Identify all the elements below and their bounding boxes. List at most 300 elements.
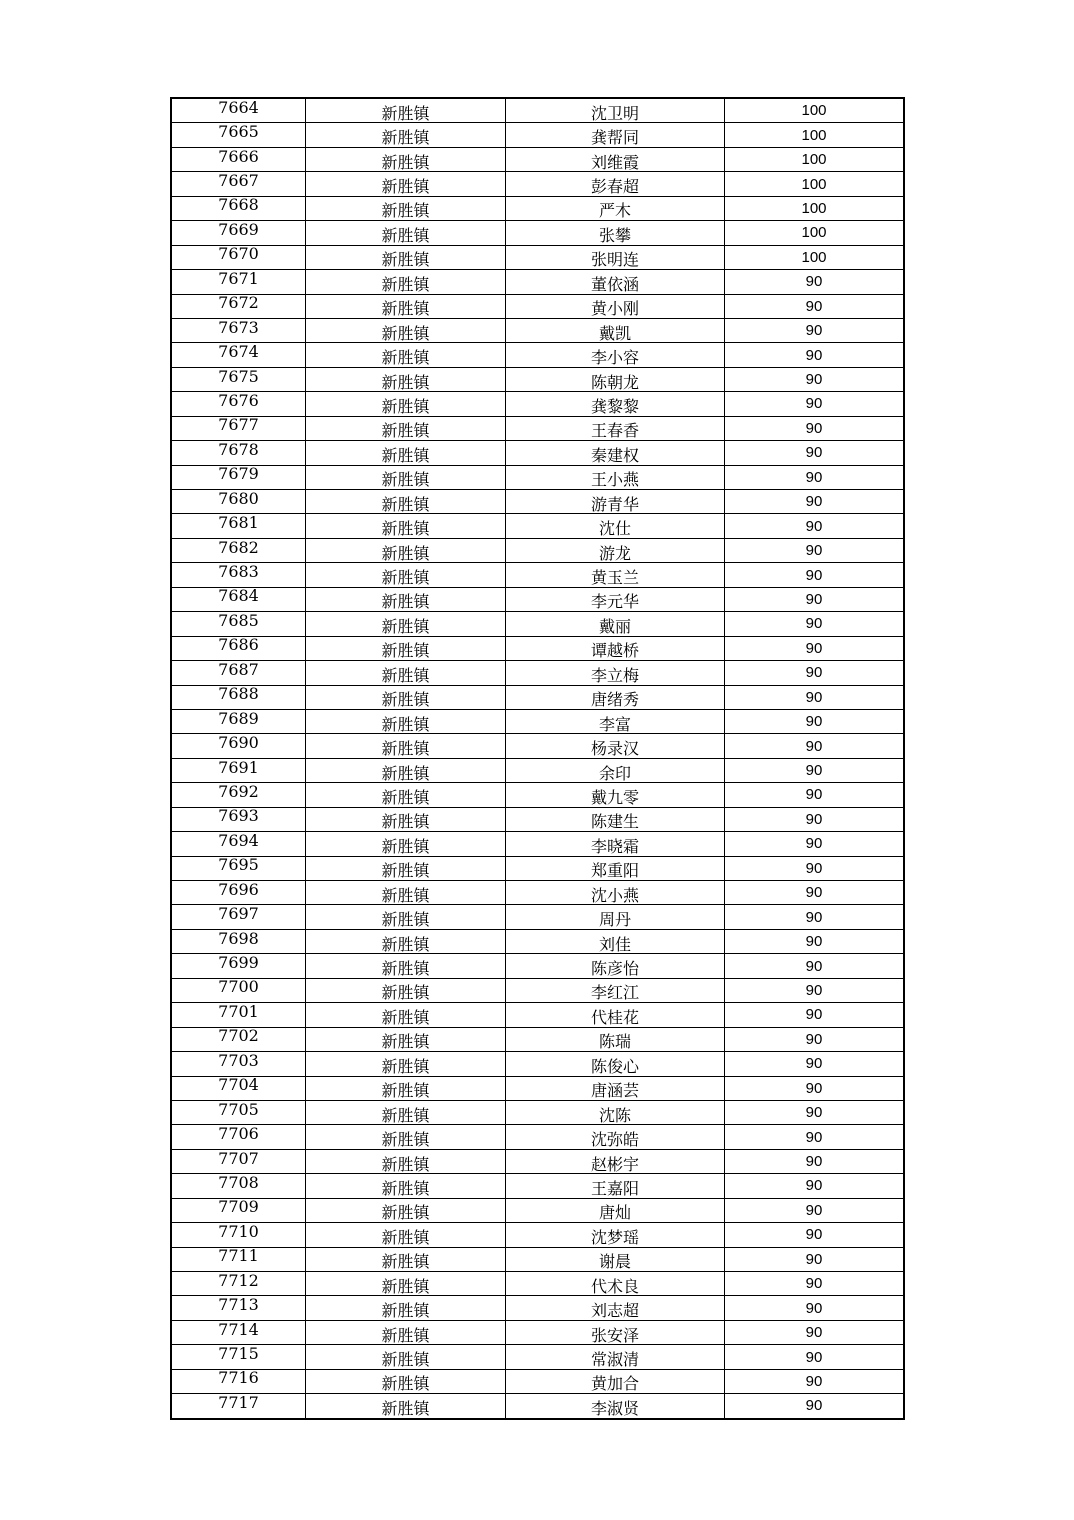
score-cell bbox=[725, 441, 905, 465]
row-number-cell bbox=[171, 832, 306, 856]
town-text: 新胜镇 bbox=[381, 543, 430, 563]
name-cell bbox=[506, 416, 725, 440]
town-cell bbox=[306, 783, 506, 807]
name-cell bbox=[506, 1174, 725, 1198]
row-number-cell bbox=[171, 294, 306, 318]
town-text: 新胜镇 bbox=[381, 1350, 430, 1370]
row-number-cell bbox=[171, 367, 306, 391]
table-row bbox=[171, 856, 904, 880]
row-number-cell bbox=[171, 147, 306, 171]
town-cell bbox=[306, 221, 506, 245]
row-number-text: 7680 bbox=[218, 489, 259, 508]
table-row bbox=[171, 1149, 904, 1173]
table-row bbox=[171, 1369, 904, 1393]
town-cell bbox=[306, 612, 506, 636]
score-cell bbox=[725, 343, 905, 367]
row-number-text: 7682 bbox=[218, 538, 259, 557]
table-row bbox=[171, 1052, 904, 1076]
score-text: 90 bbox=[805, 884, 823, 902]
row-number-text: 7716 bbox=[218, 1369, 259, 1388]
table-row bbox=[171, 563, 904, 587]
row-number-text: 7683 bbox=[218, 562, 259, 582]
row-number-cell bbox=[171, 1149, 306, 1173]
town-cell bbox=[306, 1149, 506, 1173]
town-cell bbox=[306, 1052, 506, 1076]
score-cell bbox=[725, 221, 905, 245]
name-text: 陈建生 bbox=[590, 812, 639, 832]
name-text: 刘志超 bbox=[590, 1301, 639, 1321]
town-text: 新胜镇 bbox=[381, 1154, 430, 1174]
town-cell bbox=[306, 1076, 506, 1100]
name-text: 龚黎黎 bbox=[590, 396, 639, 416]
table-row bbox=[171, 709, 904, 733]
name-cell bbox=[506, 1003, 725, 1027]
name-cell bbox=[506, 1149, 725, 1173]
score-cell bbox=[725, 1174, 905, 1198]
town-cell bbox=[306, 490, 506, 514]
row-number-cell bbox=[171, 1174, 306, 1198]
town-text: 新胜镇 bbox=[381, 1081, 430, 1101]
name-cell bbox=[506, 661, 725, 685]
town-text: 新胜镇 bbox=[381, 739, 430, 759]
table-row bbox=[171, 1223, 904, 1247]
table-row bbox=[171, 514, 904, 538]
town-cell bbox=[306, 1345, 506, 1369]
name-cell bbox=[506, 636, 725, 660]
score-text: 90 bbox=[805, 1079, 823, 1097]
town-cell bbox=[306, 563, 506, 587]
row-number-cell bbox=[171, 1296, 306, 1320]
row-number-cell bbox=[171, 563, 306, 587]
score-cell bbox=[725, 881, 905, 905]
town-text: 新胜镇 bbox=[381, 1056, 430, 1076]
table-row bbox=[171, 1394, 904, 1419]
score-cell bbox=[725, 832, 905, 856]
row-number-cell bbox=[171, 172, 306, 196]
town-text: 新胜镇 bbox=[381, 225, 430, 245]
score-text: 100 bbox=[801, 248, 827, 266]
town-text: 新胜镇 bbox=[381, 983, 430, 1003]
town-text: 新胜镇 bbox=[381, 1130, 430, 1150]
row-number-text: 7708 bbox=[218, 1173, 259, 1192]
table-row bbox=[171, 245, 904, 269]
row-number-text: 7668 bbox=[218, 196, 259, 215]
score-text: 90 bbox=[805, 590, 823, 608]
score-text: 90 bbox=[805, 1201, 823, 1219]
score-text: 100 bbox=[801, 151, 827, 169]
score-cell bbox=[725, 318, 905, 342]
row-number-text: 7702 bbox=[218, 1027, 259, 1046]
score-cell bbox=[725, 1394, 905, 1419]
score-cell bbox=[725, 147, 905, 171]
name-cell bbox=[506, 905, 725, 929]
row-number-cell bbox=[171, 1003, 306, 1027]
name-text: 代术良 bbox=[590, 1276, 639, 1296]
row-number-cell bbox=[171, 954, 306, 978]
name-cell bbox=[506, 221, 725, 245]
name-text: 王小燕 bbox=[590, 470, 639, 490]
score-text: 90 bbox=[805, 542, 823, 560]
name-text: 黄加合 bbox=[590, 1374, 639, 1394]
row-number-cell bbox=[171, 1125, 306, 1149]
score-cell bbox=[725, 905, 905, 929]
table-row bbox=[171, 1345, 904, 1369]
score-text: 90 bbox=[805, 346, 823, 364]
name-text: 戴凯 bbox=[598, 323, 631, 343]
row-number-text: 7678 bbox=[218, 440, 259, 459]
row-number-text: 7686 bbox=[218, 636, 259, 655]
row-number-text: 7714 bbox=[218, 1320, 259, 1339]
table-row bbox=[171, 441, 904, 465]
name-text: 王春香 bbox=[590, 421, 639, 441]
score-cell bbox=[725, 123, 905, 147]
town-text: 新胜镇 bbox=[381, 250, 430, 270]
name-cell bbox=[506, 978, 725, 1002]
table-row bbox=[171, 807, 904, 831]
town-text: 新胜镇 bbox=[381, 934, 430, 954]
town-text: 新胜镇 bbox=[381, 616, 430, 636]
score-cell bbox=[725, 734, 905, 758]
score-text: 90 bbox=[805, 297, 823, 315]
row-number-text: 7688 bbox=[218, 685, 259, 704]
row-number-text: 7717 bbox=[218, 1393, 259, 1412]
town-cell bbox=[306, 1296, 506, 1320]
table-row bbox=[171, 832, 904, 856]
row-number-text: 7704 bbox=[218, 1076, 259, 1095]
row-number-text: 7674 bbox=[218, 342, 259, 362]
name-text: 沈小燕 bbox=[590, 885, 639, 905]
score-text: 90 bbox=[805, 762, 823, 780]
score-cell bbox=[725, 612, 905, 636]
score-text: 90 bbox=[805, 737, 823, 755]
town-text: 新胜镇 bbox=[381, 348, 430, 368]
town-text: 新胜镇 bbox=[381, 1105, 430, 1125]
row-number-text: 7689 bbox=[218, 709, 259, 728]
name-text: 黄小刚 bbox=[590, 299, 639, 319]
row-number-text: 7707 bbox=[218, 1149, 259, 1168]
table-row bbox=[171, 1198, 904, 1222]
name-cell bbox=[506, 98, 725, 123]
row-number-cell bbox=[171, 734, 306, 758]
score-text: 90 bbox=[805, 1104, 823, 1122]
name-cell bbox=[506, 1052, 725, 1076]
name-cell bbox=[506, 685, 725, 709]
town-text: 新胜镇 bbox=[381, 201, 430, 221]
town-text: 新胜镇 bbox=[381, 494, 430, 514]
score-cell bbox=[725, 856, 905, 880]
name-cell bbox=[506, 1076, 725, 1100]
name-cell bbox=[506, 929, 725, 953]
row-number-cell bbox=[171, 758, 306, 782]
name-text: 陈朝龙 bbox=[590, 372, 639, 392]
town-text: 新胜镇 bbox=[381, 323, 430, 343]
score-text: 100 bbox=[801, 199, 827, 217]
name-cell bbox=[506, 196, 725, 220]
name-text: 彭春超 bbox=[590, 177, 639, 197]
town-cell bbox=[306, 318, 506, 342]
row-number-text: 7709 bbox=[218, 1198, 259, 1217]
town-cell bbox=[306, 123, 506, 147]
score-cell bbox=[725, 294, 905, 318]
table-row bbox=[171, 318, 904, 342]
score-text: 90 bbox=[805, 1153, 823, 1171]
score-text: 90 bbox=[805, 1030, 823, 1048]
table-row bbox=[171, 270, 904, 294]
row-number-text: 7693 bbox=[218, 807, 259, 826]
name-text: 唐绪秀 bbox=[590, 690, 639, 710]
row-number-text: 7687 bbox=[218, 660, 259, 679]
name-text: 余印 bbox=[598, 763, 631, 783]
score-cell bbox=[725, 661, 905, 685]
name-text: 陈彦怡 bbox=[590, 959, 639, 979]
row-number-cell bbox=[171, 441, 306, 465]
score-cell bbox=[725, 709, 905, 733]
town-cell bbox=[306, 978, 506, 1002]
score-text: 90 bbox=[805, 908, 823, 926]
town-text: 新胜镇 bbox=[381, 885, 430, 905]
row-number-cell bbox=[171, 538, 306, 562]
table-row bbox=[171, 172, 904, 196]
row-number-cell bbox=[171, 270, 306, 294]
score-text: 90 bbox=[805, 957, 823, 975]
score-text: 100 bbox=[801, 102, 827, 120]
name-cell bbox=[506, 612, 725, 636]
score-cell bbox=[725, 1247, 905, 1271]
score-cell bbox=[725, 490, 905, 514]
score-cell bbox=[725, 563, 905, 587]
name-text: 刘佳 bbox=[598, 934, 631, 954]
town-text: 新胜镇 bbox=[381, 445, 430, 465]
town-text: 新胜镇 bbox=[381, 372, 430, 392]
row-number-cell bbox=[171, 1394, 306, 1419]
town-text: 新胜镇 bbox=[381, 396, 430, 416]
table-row bbox=[171, 147, 904, 171]
score-text: 90 bbox=[805, 1006, 823, 1024]
name-cell bbox=[506, 709, 725, 733]
town-text: 新胜镇 bbox=[381, 568, 430, 588]
row-number-cell bbox=[171, 1223, 306, 1247]
score-text: 90 bbox=[805, 566, 823, 584]
row-number-text: 7699 bbox=[218, 953, 259, 973]
name-cell bbox=[506, 832, 725, 856]
name-cell bbox=[506, 1027, 725, 1051]
score-cell bbox=[725, 98, 905, 123]
name-text: 李元华 bbox=[590, 592, 639, 612]
name-cell bbox=[506, 807, 725, 831]
town-text: 新胜镇 bbox=[381, 812, 430, 832]
row-number-text: 7666 bbox=[218, 147, 259, 166]
score-text: 90 bbox=[805, 468, 823, 486]
name-text: 代桂花 bbox=[590, 1007, 639, 1027]
row-number-text: 7701 bbox=[218, 1002, 259, 1021]
town-text: 新胜镇 bbox=[381, 787, 430, 807]
name-cell bbox=[506, 1272, 725, 1296]
name-cell bbox=[506, 392, 725, 416]
name-cell bbox=[506, 734, 725, 758]
town-cell bbox=[306, 1247, 506, 1271]
row-number-cell bbox=[171, 587, 306, 611]
name-cell bbox=[506, 294, 725, 318]
row-number-cell bbox=[171, 392, 306, 416]
name-text: 郑重阳 bbox=[590, 861, 639, 881]
name-cell bbox=[506, 881, 725, 905]
town-cell bbox=[306, 709, 506, 733]
town-cell bbox=[306, 881, 506, 905]
name-cell bbox=[506, 1198, 725, 1222]
score-cell bbox=[725, 1076, 905, 1100]
town-cell bbox=[306, 685, 506, 709]
score-cell bbox=[725, 1369, 905, 1393]
town-cell bbox=[306, 1100, 506, 1124]
name-cell bbox=[506, 1125, 725, 1149]
row-number-cell bbox=[171, 416, 306, 440]
town-cell bbox=[306, 905, 506, 929]
name-cell bbox=[506, 123, 725, 147]
row-number-text: 7679 bbox=[218, 465, 259, 484]
score-text: 90 bbox=[805, 1348, 823, 1366]
row-number-text: 7664 bbox=[218, 98, 259, 117]
row-number-text: 7696 bbox=[218, 880, 259, 899]
town-text: 新胜镇 bbox=[381, 1032, 430, 1052]
row-number-text: 7697 bbox=[218, 904, 259, 924]
town-text: 新胜镇 bbox=[381, 836, 430, 856]
score-cell bbox=[725, 465, 905, 489]
row-number-text: 7673 bbox=[218, 318, 259, 337]
row-number-cell bbox=[171, 465, 306, 489]
row-number-text: 7703 bbox=[218, 1051, 259, 1070]
row-number-text: 7671 bbox=[218, 269, 259, 288]
score-text: 90 bbox=[805, 1128, 823, 1146]
row-number-cell bbox=[171, 514, 306, 538]
row-number-text: 7669 bbox=[218, 220, 259, 239]
score-text: 90 bbox=[805, 981, 823, 999]
table-row bbox=[171, 465, 904, 489]
town-cell bbox=[306, 832, 506, 856]
score-cell bbox=[725, 514, 905, 538]
score-cell bbox=[725, 783, 905, 807]
table-row bbox=[171, 929, 904, 953]
table-row bbox=[171, 98, 904, 123]
table-row bbox=[171, 367, 904, 391]
town-cell bbox=[306, 465, 506, 489]
name-cell bbox=[506, 1296, 725, 1320]
table-row bbox=[171, 905, 904, 929]
name-text: 游青华 bbox=[590, 494, 639, 514]
row-number-cell bbox=[171, 636, 306, 660]
name-cell bbox=[506, 245, 725, 269]
score-text: 90 bbox=[805, 835, 823, 853]
score-text: 90 bbox=[805, 786, 823, 804]
row-number-cell bbox=[171, 978, 306, 1002]
row-number-text: 7690 bbox=[218, 733, 259, 753]
name-cell bbox=[506, 172, 725, 196]
score-cell bbox=[725, 1223, 905, 1247]
name-text: 唐涵芸 bbox=[590, 1081, 639, 1101]
town-cell bbox=[306, 270, 506, 294]
row-number-cell bbox=[171, 343, 306, 367]
score-cell bbox=[725, 1027, 905, 1051]
score-text: 90 bbox=[805, 1275, 823, 1293]
table-row bbox=[171, 1247, 904, 1271]
row-number-cell bbox=[171, 221, 306, 245]
score-text: 90 bbox=[805, 493, 823, 511]
name-text: 沈卫明 bbox=[590, 103, 639, 123]
score-cell bbox=[725, 758, 905, 782]
name-text: 李立梅 bbox=[590, 665, 639, 685]
table-row bbox=[171, 490, 904, 514]
name-cell bbox=[506, 1369, 725, 1393]
name-text: 戴九零 bbox=[590, 787, 639, 807]
row-number-text: 7667 bbox=[218, 171, 259, 191]
row-number-cell bbox=[171, 245, 306, 269]
row-number-text: 7698 bbox=[218, 929, 259, 948]
row-number-text: 7691 bbox=[218, 758, 259, 777]
score-cell bbox=[725, 685, 905, 709]
name-text: 游龙 bbox=[598, 543, 631, 563]
name-text: 沈仕 bbox=[598, 519, 631, 539]
row-number-cell bbox=[171, 709, 306, 733]
score-cell bbox=[725, 538, 905, 562]
table-body bbox=[171, 98, 904, 1419]
name-cell bbox=[506, 856, 725, 880]
town-text: 新胜镇 bbox=[381, 910, 430, 930]
town-cell bbox=[306, 367, 506, 391]
town-text: 新胜镇 bbox=[381, 152, 430, 172]
table-row bbox=[171, 758, 904, 782]
name-text: 陈瑞 bbox=[598, 1032, 631, 1052]
town-text: 新胜镇 bbox=[381, 519, 430, 539]
name-text: 董依涵 bbox=[590, 274, 639, 294]
name-text: 李小容 bbox=[590, 348, 639, 368]
name-cell bbox=[506, 1320, 725, 1344]
town-text: 新胜镇 bbox=[381, 1252, 430, 1272]
row-number-text: 7676 bbox=[218, 391, 259, 410]
name-cell bbox=[506, 514, 725, 538]
name-text: 李淑贤 bbox=[590, 1398, 639, 1418]
row-number-cell bbox=[171, 1369, 306, 1393]
score-text: 90 bbox=[805, 1055, 823, 1073]
row-number-text: 7695 bbox=[218, 856, 259, 875]
row-number-text: 7681 bbox=[218, 513, 259, 533]
score-cell bbox=[725, 245, 905, 269]
score-text: 90 bbox=[805, 444, 823, 462]
town-cell bbox=[306, 1320, 506, 1344]
name-text: 沈陈 bbox=[598, 1105, 631, 1125]
row-number-text: 7684 bbox=[218, 587, 259, 606]
town-cell bbox=[306, 734, 506, 758]
name-cell bbox=[506, 783, 725, 807]
row-number-cell bbox=[171, 807, 306, 831]
name-cell bbox=[506, 954, 725, 978]
score-text: 90 bbox=[805, 1226, 823, 1244]
score-cell bbox=[725, 270, 905, 294]
score-text: 90 bbox=[805, 1299, 823, 1317]
score-text: 90 bbox=[805, 273, 823, 291]
town-cell bbox=[306, 1003, 506, 1027]
row-number-text: 7712 bbox=[218, 1271, 259, 1290]
town-text: 新胜镇 bbox=[381, 763, 430, 783]
name-text: 刘维霞 bbox=[590, 152, 639, 172]
row-number-text: 7700 bbox=[218, 978, 259, 997]
town-text: 新胜镇 bbox=[381, 1301, 430, 1321]
score-text: 90 bbox=[805, 419, 823, 437]
name-cell bbox=[506, 465, 725, 489]
town-text: 新胜镇 bbox=[381, 665, 430, 685]
name-text: 张攀 bbox=[598, 225, 631, 245]
score-cell bbox=[725, 978, 905, 1002]
table-row bbox=[171, 978, 904, 1002]
score-text: 90 bbox=[805, 859, 823, 877]
